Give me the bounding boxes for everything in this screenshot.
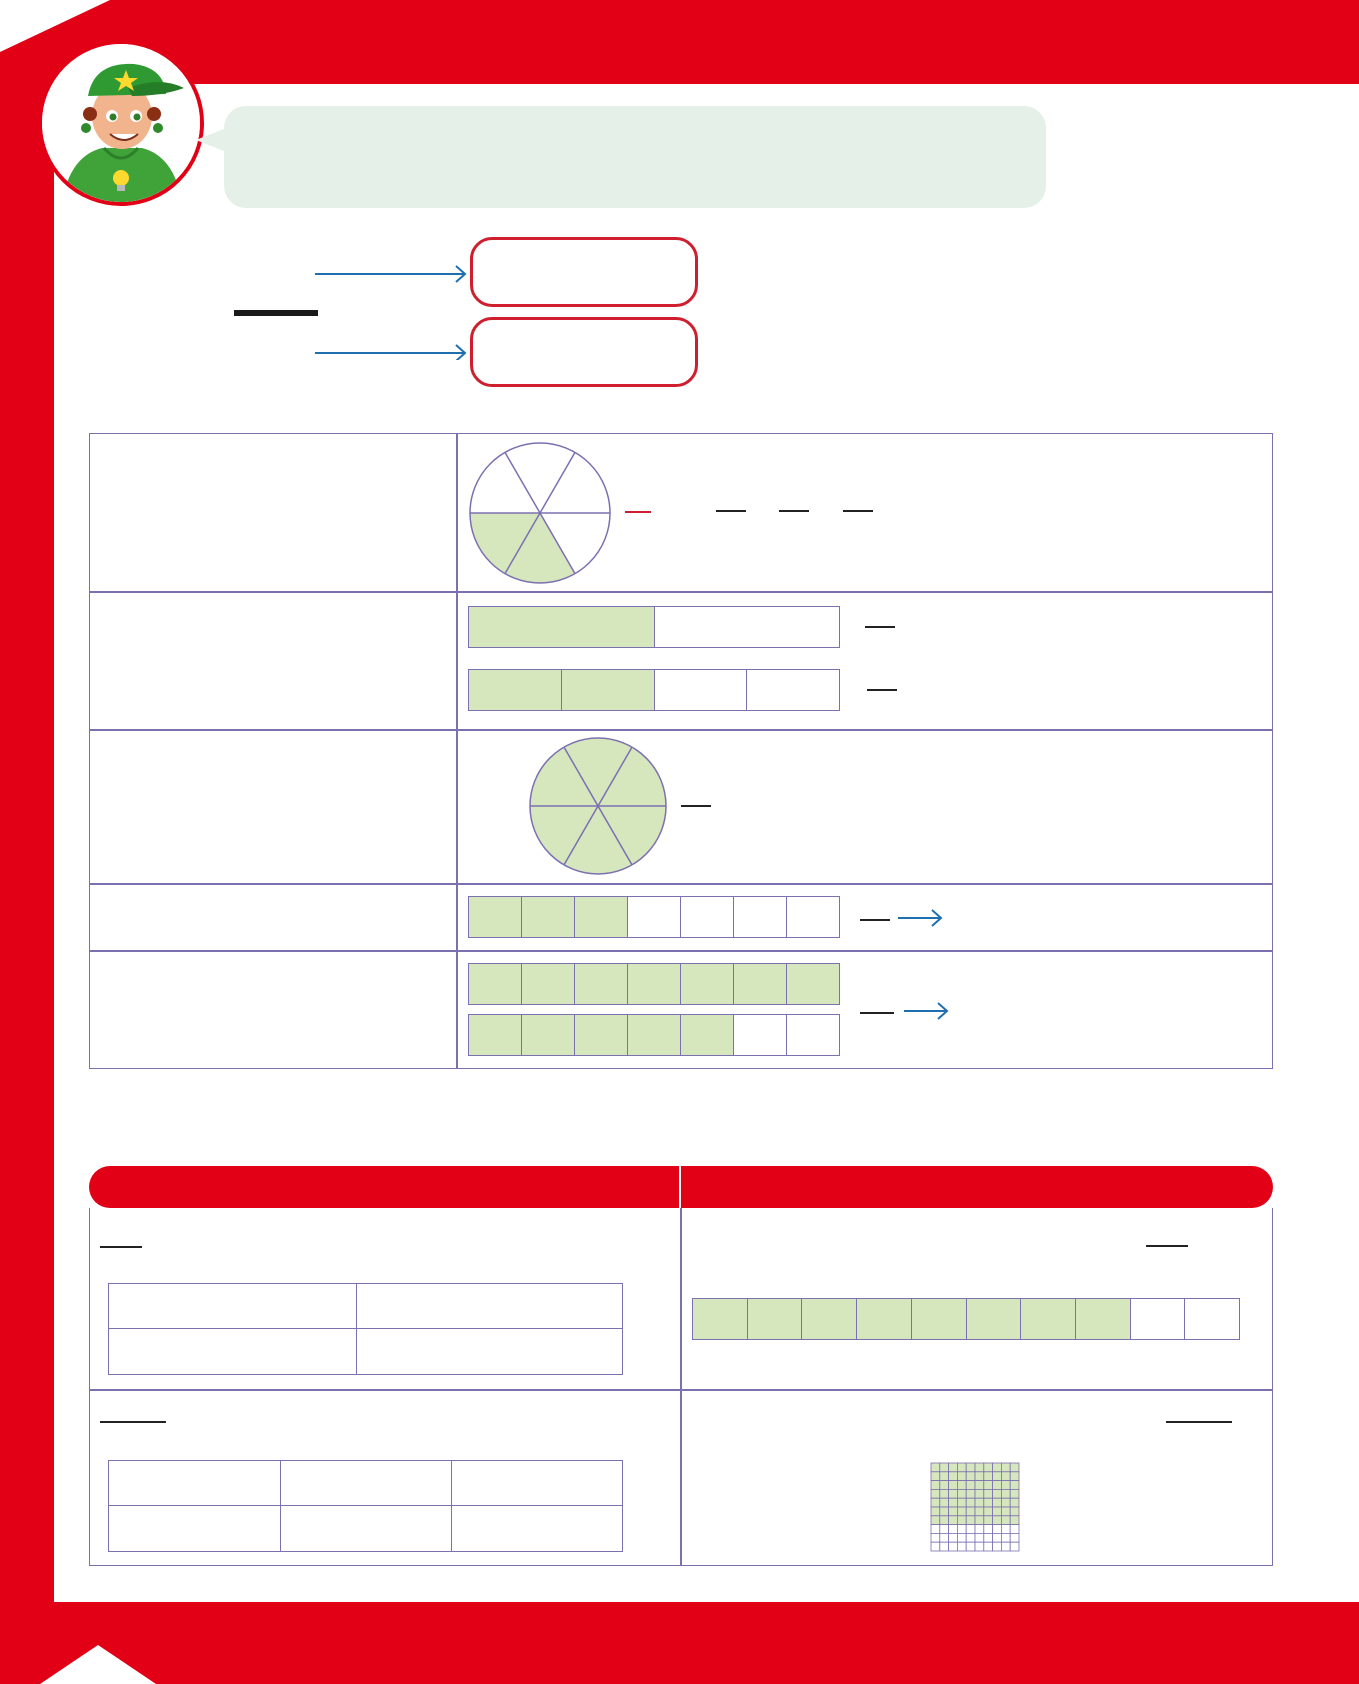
grid-cell <box>1010 1481 1019 1490</box>
grid-cell <box>940 1489 949 1498</box>
grid-cell <box>975 1507 984 1516</box>
fraction-line <box>1146 1245 1188 1247</box>
grid-cell <box>993 1516 1002 1525</box>
grid-cell <box>984 1481 993 1490</box>
grid-cell <box>931 1516 940 1525</box>
grid-cell <box>975 1542 984 1551</box>
grid-cell <box>975 1498 984 1507</box>
fraction-line <box>779 510 809 512</box>
grid-cell <box>984 1489 993 1498</box>
grid-cell <box>993 1533 1002 1542</box>
fraction-line <box>867 689 897 691</box>
grid-cell <box>966 1542 975 1551</box>
grid-cell <box>966 1533 975 1542</box>
circle-sixths-full <box>528 736 670 878</box>
grid-cell <box>966 1516 975 1525</box>
grid-cell <box>931 1507 940 1516</box>
grid-cell <box>931 1489 940 1498</box>
grid-cell <box>957 1481 966 1490</box>
grid-cell <box>1001 1498 1010 1507</box>
grid-cell <box>984 1516 993 1525</box>
grid-cell <box>957 1472 966 1481</box>
grid-cell <box>966 1481 975 1490</box>
grid-cell <box>993 1498 1002 1507</box>
arrow-right-icon <box>902 999 950 1023</box>
bottom-banner <box>0 1602 1359 1684</box>
fraction-line <box>716 510 746 512</box>
practice-column-divider <box>680 1208 682 1566</box>
grid-cell <box>966 1498 975 1507</box>
grid-cell <box>949 1507 958 1516</box>
grid-cell <box>993 1507 1002 1516</box>
bar-sevenths-partial <box>468 896 840 938</box>
fill-in-table <box>108 1283 623 1375</box>
grid-cell <box>940 1463 949 1472</box>
grid-cell <box>975 1489 984 1498</box>
grid-cell <box>1010 1516 1019 1525</box>
grid-cell <box>957 1533 966 1542</box>
grid-cell <box>957 1525 966 1534</box>
fraction-line <box>100 1246 142 1248</box>
bar-quarters <box>468 669 840 711</box>
grid-cell <box>1001 1481 1010 1490</box>
grid-cell <box>975 1463 984 1472</box>
bar-tenths <box>692 1298 1240 1340</box>
table-row-divider <box>89 591 1273 593</box>
fraction-line <box>625 511 651 513</box>
grid-cell <box>949 1481 958 1490</box>
bar-sevenths-five <box>468 1014 840 1056</box>
grid-cell <box>966 1507 975 1516</box>
grid-cell <box>984 1507 993 1516</box>
grid-cell <box>931 1472 940 1481</box>
fraction-bar <box>234 310 318 316</box>
grid-cell <box>984 1533 993 1542</box>
grid-cell <box>966 1489 975 1498</box>
grid-cell <box>975 1472 984 1481</box>
grid-cell <box>940 1498 949 1507</box>
grid-cell <box>975 1525 984 1534</box>
top-banner <box>0 0 1359 84</box>
mascot-icon <box>42 44 200 202</box>
left-border <box>0 0 54 1684</box>
grid-cell <box>931 1463 940 1472</box>
grid-cell <box>1010 1498 1019 1507</box>
grid-cell <box>975 1481 984 1490</box>
grid-cell <box>1001 1542 1010 1551</box>
fraction-line <box>860 1012 894 1014</box>
grid-cell <box>984 1463 993 1472</box>
grid-cell <box>966 1525 975 1534</box>
grid-cell <box>993 1542 1002 1551</box>
grid-cell <box>1001 1489 1010 1498</box>
table-row-divider <box>89 883 1273 885</box>
grid-cell <box>940 1472 949 1481</box>
grid-cell <box>949 1533 958 1542</box>
grid-cell <box>1001 1533 1010 1542</box>
pointer-arrows <box>312 260 472 360</box>
grid-cell <box>1010 1463 1019 1472</box>
grid-cell <box>1010 1533 1019 1542</box>
grid-cell <box>957 1516 966 1525</box>
grid-cell <box>993 1481 1002 1490</box>
grid-cell <box>931 1481 940 1490</box>
grid-cell <box>1001 1507 1010 1516</box>
grid-cell <box>993 1525 1002 1534</box>
grid-cell <box>1001 1516 1010 1525</box>
speech-bubble <box>224 106 1046 208</box>
fraction-line <box>681 805 711 807</box>
fraction-line <box>865 626 895 628</box>
grid-cell <box>957 1489 966 1498</box>
mascot-avatar <box>38 40 204 206</box>
grid-cell <box>957 1542 966 1551</box>
practice-row-divider <box>89 1389 1273 1391</box>
grid-cell <box>1001 1472 1010 1481</box>
corner-notch-bottom <box>40 1645 156 1684</box>
grid-cell <box>1010 1542 1019 1551</box>
grid-cell <box>1010 1489 1019 1498</box>
circle-sixths-partial <box>468 441 614 587</box>
grid-cell <box>993 1472 1002 1481</box>
bar-sevenths-full <box>468 963 840 1005</box>
grid-cell <box>1010 1472 1019 1481</box>
grid-cell <box>1010 1507 1019 1516</box>
grid-cell <box>940 1507 949 1516</box>
grid-cell <box>931 1498 940 1507</box>
grid-cell <box>993 1489 1002 1498</box>
grid-cell <box>1001 1525 1010 1534</box>
grid-cell <box>966 1472 975 1481</box>
grid-cell <box>1010 1525 1019 1534</box>
grid-cell <box>940 1533 949 1542</box>
grid-cell <box>1001 1463 1010 1472</box>
fraction-line <box>843 510 873 512</box>
grid-cell <box>984 1498 993 1507</box>
grid-cell <box>940 1516 949 1525</box>
grid-cell <box>975 1533 984 1542</box>
grid-cell <box>949 1463 958 1472</box>
grid-cell <box>940 1481 949 1490</box>
grid-cell <box>940 1542 949 1551</box>
fraction-line <box>860 919 890 921</box>
grid-cell <box>957 1463 966 1472</box>
grid-cell <box>957 1498 966 1507</box>
arrow-right-icon <box>896 906 944 930</box>
grid-cell <box>993 1463 1002 1472</box>
bar-halves <box>468 606 840 648</box>
fill-in-table <box>108 1460 623 1552</box>
numerator-box <box>470 237 698 307</box>
grid-cell <box>957 1507 966 1516</box>
hundred-grid <box>930 1462 1020 1552</box>
grid-cell <box>931 1542 940 1551</box>
grid-cell <box>966 1463 975 1472</box>
grid-cell <box>931 1525 940 1534</box>
grid-cell <box>949 1489 958 1498</box>
grid-cell <box>949 1498 958 1507</box>
grid-cell <box>984 1542 993 1551</box>
speech-bubble-tail <box>196 128 226 152</box>
grid-cell <box>949 1516 958 1525</box>
grid-cell <box>931 1533 940 1542</box>
grid-cell <box>949 1472 958 1481</box>
fraction-line <box>100 1421 166 1423</box>
grid-cell <box>984 1525 993 1534</box>
practice-header-bar <box>89 1166 1273 1208</box>
grid-cell <box>949 1525 958 1534</box>
grid-cell <box>940 1525 949 1534</box>
table-column-divider <box>456 433 458 1069</box>
fraction-line <box>1166 1421 1232 1423</box>
table-row-divider <box>89 950 1273 952</box>
grid-cell <box>975 1516 984 1525</box>
denominator-box <box>470 317 698 387</box>
header-divider <box>679 1166 681 1208</box>
grid-cell <box>949 1542 958 1551</box>
table-row-divider <box>89 729 1273 731</box>
grid-cell <box>984 1472 993 1481</box>
